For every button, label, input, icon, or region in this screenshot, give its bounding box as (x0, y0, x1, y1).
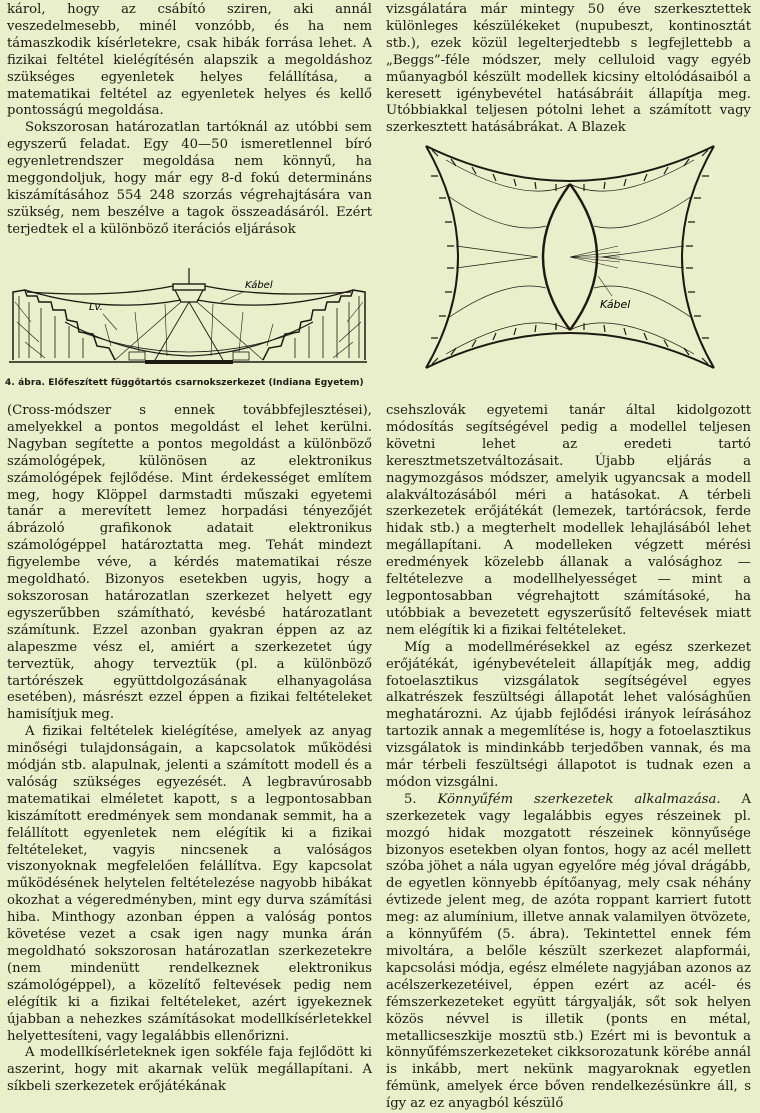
section-number: 5. (404, 791, 417, 807)
right-column-bottom (386, 403, 751, 1113)
figure-4-hall-section (5, 262, 373, 380)
left-column-bottom (7, 403, 372, 1096)
figure-4-cable-label: Kábel (245, 280, 273, 291)
paragraph: károl, hogy az csábító sziren, aki annál veszedelmesebb, minél vonzóbb, és ha nem támaszkodik kísérletekre, csak hibák forrása lehet. A fizikai feltétel kielégítésén alapszik a megoldáshoz szükséges egyenletek helyes felállítása, a matematikai feltétel az egyenletek helyes és kellő pontosságú megoldása. (7, 2, 372, 119)
paragraph: Sokszorosan határozatlan tartóknál az utóbbi sem egyszerű feladat. Egy 40—50 ismeretlennel bíró egyenletrendszer megoldása nem könnyű, ha meggondoljuk, hogy már egy 8-d fokú determináns kiszámításához 554 248 szorzás végrehajtására van szükség, nem beszélve a tagok összeadásáról. Ezért terjedtek el a különböző iterációs eljárások (7, 120, 372, 237)
figure-5-roof-plan (386, 126, 754, 388)
left-column-top (7, 2, 372, 239)
figure-4-caption: 4. ábra. Előfeszített függőtartós csarnokszerkezet (Indiana Egyetem) (5, 378, 364, 388)
paragraph: (Cross-módszer s ennek továbbfejlesztései), amelyekkel a pontos megoldást el lehet kerülni. Nagyban segítette a pontos megoldást a különböző számológépek, különösen az elektronikus számológépek fejlődése. Mint érdekességet említem meg, hogy Klöppel darmstadti műszaki egyetemi tanár a merevített lemez horpadási tényezőjét ábrázoló grafikonok adatait elektronikus számológéppel határoztatta meg. Tehát mindezt figyelembe véve, a kérdés matematikai része megoldható. Bizonyos esetekben ugyis, hogy a sokszorosan határozatlan szerkezet helyett egy egyszerűbben számítható, kevésbé határozatlant számítunk. Ezzel azonban gyakran éppen az az alapeszme vész el, amiért a szerkezetet úgy terveztük, ahogy terveztük (pl. a különböző tartórészek együttdolgozásának elhanyagolása esetében), másrészt ezzel éppen a fizikai feltételeket hamisítjuk meg. (7, 403, 372, 723)
paragraph: csehszlovák egyetemi tanár által kidolgozott módosítás segítségével pedig a modellel teljesen követni lehet az eredeti tartó keresztmetszetváltozásait. Újabb eljárás a nagymozgásos módszer, amelyik ugyancsak a modell alakváltozásából méri a hatásokat. A térbeli szerkezetek erőjátékát (lemezek, tartórácsok, ferde hidak stb.) a megterhelt modellek lehajlásából lehet megállapítani. A modelleken végzett mérési eredmények közelebb állanak a valósághoz — feltételezve a modellhelyességet — mint a legpontosabban végrehajtott számításoké, ha utóbbiak a bevezetett egyszerűsítő feltevések miatt nem elégítik ki a fizikai feltételeket. (386, 403, 751, 638)
paragraph: A fizikai feltételek kielégítése, amelyek az anyag minőségi tulajdonságain, a kapcsolatok működési módján stb. alapulnak, jelenti a számított modell és a valóság szükséges egyezését. A legbravúrosabb matematikai elméletet kapott, s a legpontosabban kiszámított eredmények sem mondanak semmit, ha a felállított egyenletek nem elégítik ki a fizikai feltételeket, vagyis nincsenek a valóságos viszonyoknak megfelelően felállítva. Egy kapcsolat működésének helytelen feltételezése nagyobb hibákat okozhat a végeredményben, mint egy durva számítási hiba. Minthogy azonban éppen a valóság pontos követése vezet a csak igen nagy munka árán megoldható sokszorosan határozatlan szerkezetekre (nem mindenütt rendelkeznek elektronikus számológéppel), a közelítő feltevések pedig nem elégítik ki a fizikai feltételeket, azért igyekeznek újabban a nehezkes számításokat modellkísérletekkel helyettesíteni, vagy legalábbis ellenőrizni. (7, 724, 372, 1044)
figure-5-cable-label: Kábel (600, 298, 631, 311)
section-text: A szerkezetek vagy legalábbis egyes részeinek pl. mozgó hidak mozgatott részeinek könnyűsége bizonyos esetekben olyan fontos, hogy az acél mellett szóba jöhet a nála ugyan egyelőre még jóval drágább, de egyetlen könnyebb építőanyag, mely csak néhány évtizede jelent meg, de azóta roppant karriert futott meg: az alumínium, illetve annak valamilyen ötvözete, a könnyűfém (5. ábra). Tekintettel ennek fém mivoltára, a belőle készült szerkezet alapformái, kapcsolási módja, egész elmélete nagyjában azonos az acélszerkezetéivel, éppen ezért az acél- és fémszerkezeteket együtt tárgyalják, sőt sok helyen közös névvel is illetik (ponts en métal, metallicseszkije mosztü stb.) Ezért mi is bevontuk a könnyűfémszerkezeteket cikksorozatunk körébe annál is inkább, mert nekünk magyaroknak egyetlen fémünk, amelyek érce bőven rendelkezésünkre áll, s így az ez anyagból készülő (386, 791, 751, 1112)
figure-4-lv-label: Lv. (89, 302, 103, 313)
section-title: Könnyűfém szerkezetek alkalmazása. (437, 791, 721, 807)
right-column-top (386, 2, 751, 137)
paragraph: Míg a modellmérésekkel az egész szerkezet erőjátékát, igénybevételeit állapítják meg, addig fotoelasztikus vizsgálatok segítségével egyes alkatrészek feszültségi állapotát lehet valósághűen meghatározni. Az újabb fejlődési irányok leírásához tartozik annak a megemlítése is, hogy a fotoelasztikus vizsgálatok is mindinkább terjedőben vannak, és ma már térbeli feszültségi állapotot is tudnak ezen a módon vizsgálni. (386, 639, 751, 790)
section-paragraph (386, 792, 751, 1113)
paragraph: A modellkísérleteknek igen sokféle faja fejlődött ki aszerint, hogy mit akarnak velük megállapítani. A síkbeli szerkezetek erőjátékának (7, 1045, 372, 1095)
paragraph: vizsgálatára már mintegy 50 éve szerkesztettek különleges készülékeket (nupubeszt, kontinosztát stb.), ezek közül legelterjedtebb s legfejlettebb a „Beggs”-féle módszer, mely celluloid vagy egyéb műanyagból készült modellek kicsiny eltolódásaiból a keresett igénybevétel hatásábráit állapítja meg. Utóbbiakkal teljesen pótolni lehet a számított vagy szerkesztett hatásábrákat. A Blazek (386, 2, 751, 136)
